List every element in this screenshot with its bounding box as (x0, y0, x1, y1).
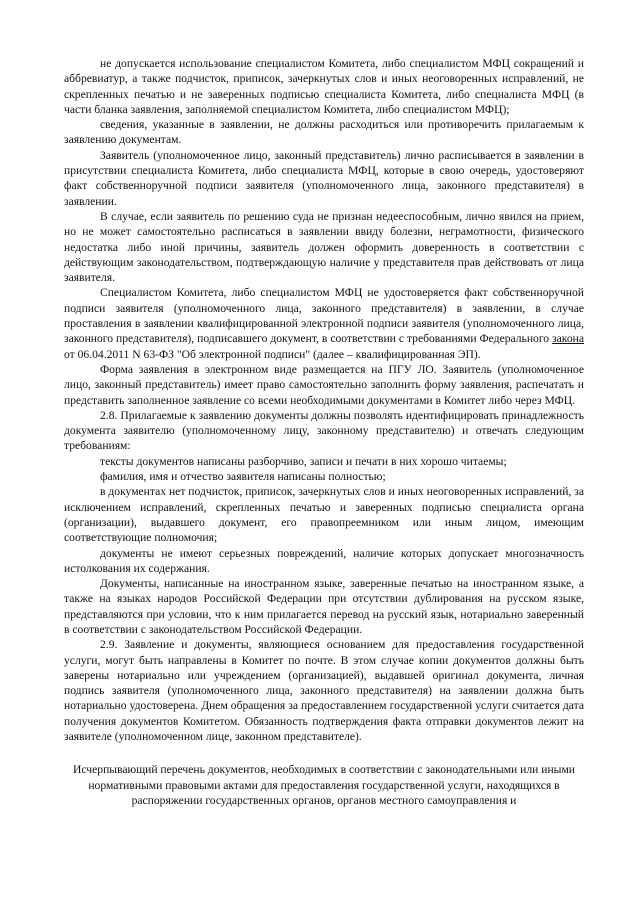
text-before-link: Специалистом Комитета, либо специалистом МФЦ не удостоверяется факт собственноручной подписи заявителя (уполномоченного лица, законного представителя) в заявлении, в случае проставления в заявлении квалифицированной электронной подписи заявителя (уполномоченного лица, законного представителя), подписавшего документ, в соответствии с требованиями Федерального (64, 286, 584, 346)
paragraph-no-corrections: в документах нет подчисток, приписок, зачеркнутых слов и иных неоговоренных исправлений, за исключением исправлений, скрепленных печатью и заверенных подписью специалиста органа (организации), выдавшего документ, его правопреемником или иным лицом, имеющим соответствующие полномочия; (64, 485, 584, 545)
paragraph-legible: тексты документов написаны разборчиво, записи и печати в них хорошо читаемы; (100, 454, 507, 468)
paragraph-2-9: 2.9. Заявление и документы, являющиеся основанием для предоставления государственной услуги, могут быть направлены в Комитет по почте. В этом случае копии документов должны быть заверены нотариально или учреждением (организацией), выдавшей оригинал документа, личная подпись заявителя (уполномоченного лица, законного представителя) на заявлении должна быть нотариально удостоверена. Днем обращения за предоставлением государственной услуги считается дата получения документов Комитетом. Обязанность подтверждения факта отправки документов лежит на заявителе (уполномоченном лице, законном представителе). (64, 638, 584, 744)
paragraph-no-damage: документы не имеют серьезных повреждений, наличие которых допускает многозначность истолкования их содержания. (64, 546, 584, 575)
paragraph-abbreviations: не допускается использование специалистом Комитета, либо специалистом МФЦ сокращений и аббревиатур, а также подчисток, приписок, зачеркнутых слов и иных неоговоренных исправлений, не скрепленных печатью и не заверенных подписью специалиста Комитета, либо специалиста МФЦ (в части бланка заявления, заполняемой специалистом Комитета, либо специалистом МФЦ); (64, 57, 584, 116)
section-gap (64, 744, 584, 762)
law-link[interactable]: закона (552, 332, 584, 346)
section-heading: Исчерпывающий перечень документов, необходимых в соответствии с законодательными или иными нормативными правовыми актами для предоставления государственной услуги, находящихся в распоряжении государственных органов, органов местного самоуправления и (73, 763, 575, 807)
paragraph-electronic-form: Форма заявления в электронном виде размещается на ПГУ ЛО. Заявитель (уполномоченное лицо, законный представитель) имеет право самостоятельно заполнить форму заявления, распечатать и представить заполненное заявление со всеми необходимыми документами в Комитет либо через МФЦ. (64, 362, 584, 407)
paragraph-applicant-signs: Заявитель (уполномоченное лицо, законный представитель) лично расписывается в заявлении в присутствии специалиста Комитета, либо специалиста МФЦ, которые в свою очередь, удостоверяют факт собственноручной подписи заявителя (уполномоченного лица, законного представителя) в заявлении. (64, 148, 584, 208)
paragraph-full-name: фамилия, имя и отчество заявителя написаны полностью; (100, 470, 386, 484)
paragraph-foreign-language: Документы, написанные на иностранном языке, заверенные печатью на иностранном языке, а также на языках народов Российской Федерации при отсутствии дублирования на русском языке, представляются при условии, что к ним прилагается перевод на русский язык, нотариально заверенный в соответствии с законодательством Российской Федерации. (64, 577, 584, 636)
paragraph-consistency: сведения, указанные в заявлении, не должны расходиться или противоречить прилагаемым к заявлению документам. (64, 118, 584, 147)
document-page (64, 56, 584, 808)
paragraph-2-8: 2.8. Прилагаемые к заявлению документы должны позволять идентифицировать принадлежность документа заявителю (уполномоченному лицу, законному представителю) и отвечать следующим требованиям: (64, 408, 584, 453)
paragraph-electronic-signature (64, 285, 584, 361)
paragraph-power-of-attorney: В случае, если заявитель по решению суда не признан недееспособным, лично явился на прием, но не может самостоятельно расписаться в заявлении ввиду болезни, неграмотности, физического недостатка либо иной причины, заявитель должен оформить доверенность в соответствии с действующим законодательством, подтверждающую наличие у представителя прав действовать от лица заявителя. (64, 209, 584, 285)
text-after-link: от 06.04.2011 N 63-ФЗ "Об электронной подписи" (далее – квалифицированная ЭП). (64, 347, 481, 361)
